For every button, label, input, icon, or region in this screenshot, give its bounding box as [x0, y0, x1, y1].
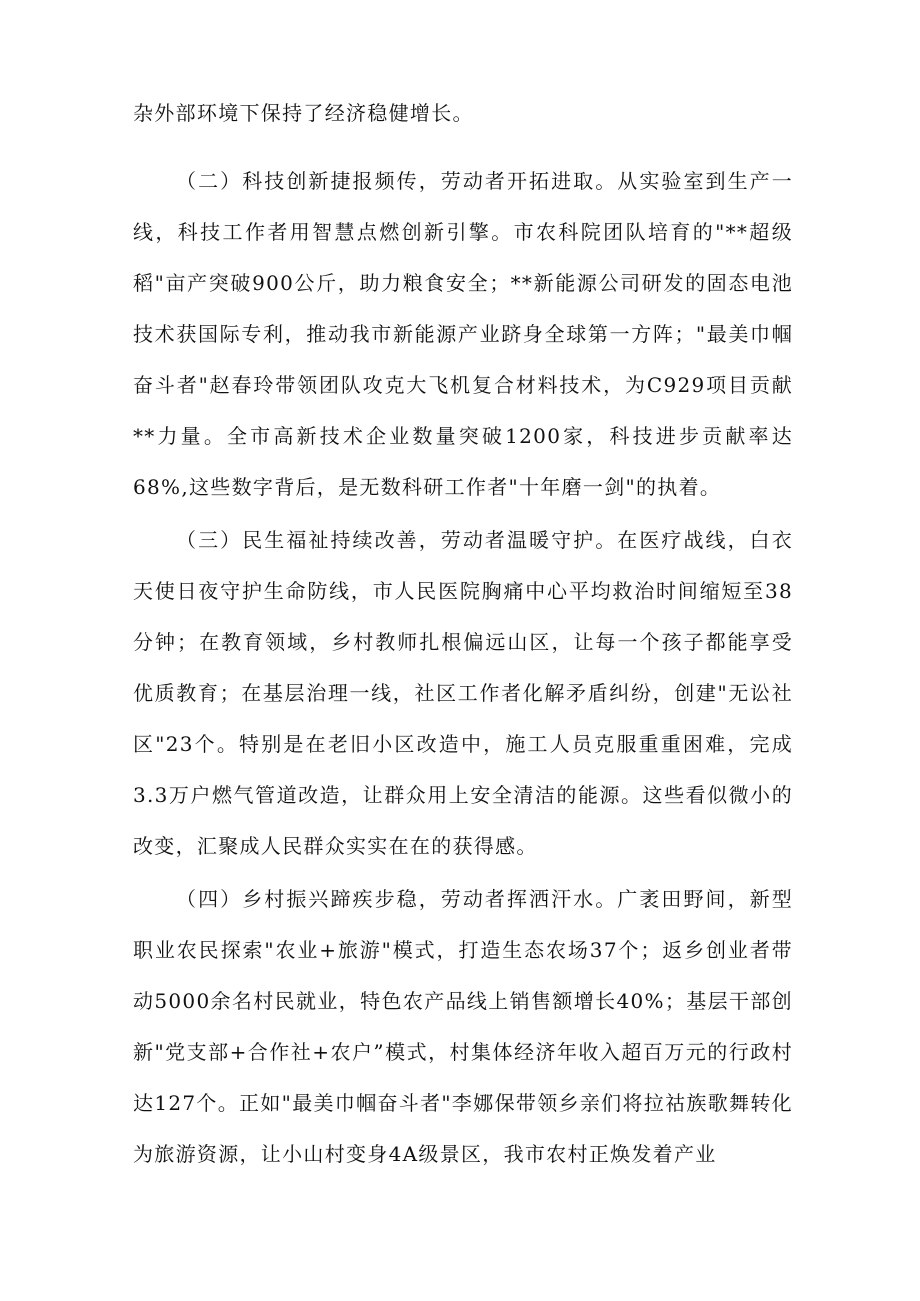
- paragraph-livelihood: （三）民生福祉持续改善，劳动者温暖守护。在医疗战线，白衣天使日夜守护生命防线，市人民医院胸痛中心平均救治时间缩短至38分钟；在教育领域，乡村教师扎根偏远山区，让每一个孩子都能享受优质教育；在基层治理一线，社区工作者化解矛盾纠纷，创建"无讼社区"23个。特别是在老旧小区改造中，施工人员克服重重困难，完成3.3万户燃气管道改造，让群众用上安全清洁的能源。这些看似微小的改变，汇聚成人民群众实实在在的获得感。: [133, 528, 793, 858]
- paragraph-tech-innovation: （二）科技创新捷报频传，劳动者开拓进取。从实验室到生产一线，科技工作者用智慧点燃创新引擎。市农科院团队培育的"**超级稻"亩产突破900公斤，助力粮食安全；**新能源公司研发的固态电池技术获国际专利，推动我市新能源产业跻身全球第一方阵；"最美巾帼奋斗者"赵春玲带领团队攻克大飞机复合材料技术，为C929项目贡献**力量。全市高新技术企业数量突破1200家，科技进步贡献率达68%,这些数字背后，是无数科研工作者"十年磨一剑"的执着。: [133, 169, 793, 499]
- paragraph-rural-revitalization: （四）乡村振兴蹄疾步稳，劳动者挥洒汗水。广袤田野间，新型职业农民探索"农业+旅游"模式，打造生态农场37个；返乡创业者带动5000余名村民就业，特色农产品线上销售额增长40%；基层干部创新"党支部+合作社+农户”模式，村集体经济年收入超百万元的行政村达127个。正如"最美巾帼奋斗者"李娜保带领乡亲们将拉祜族歌舞转化为旅游资源，让小山村变身4A级景区，我市农村正焕发着产业: [133, 887, 793, 1166]
- paragraph-continuation: 杂外部环境下保持了经济稳健增长。: [133, 101, 474, 125]
